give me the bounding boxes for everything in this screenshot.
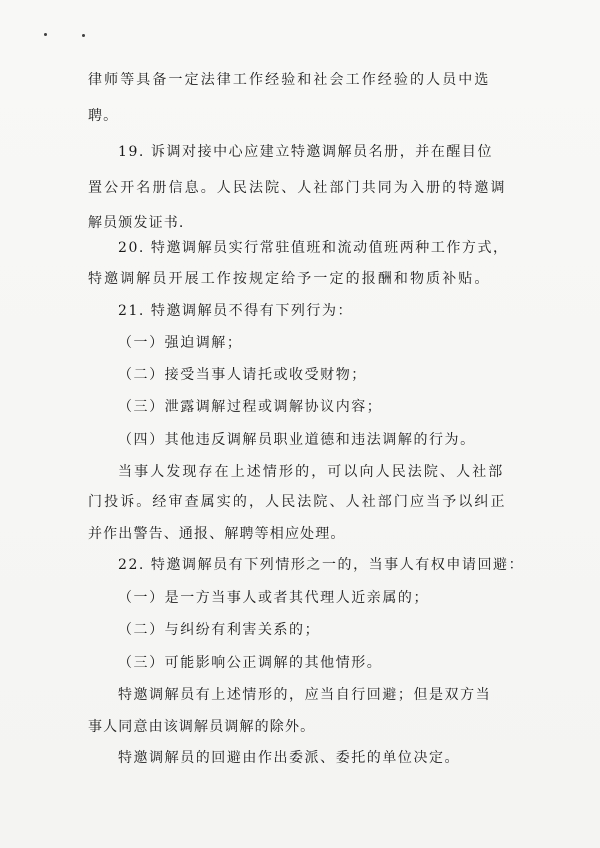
scan-speck [44, 33, 47, 36]
body-line: 律师等具备一定法律工作经验和社会工作经验的人员中选 [88, 72, 491, 88]
article-22-line: 22. 特邀调解员有下列情形之一的，当事人有权申请回避： [118, 557, 525, 573]
body-line: 并作出警告、通报、解聘等相应处理。 [88, 526, 346, 542]
body-line: 解员颁发证书. [88, 215, 185, 231]
scan-speck [82, 34, 85, 37]
article-19-line: 19. 诉调对接中心应建立特邀调解员名册，并在醒目位 [118, 144, 494, 160]
list-item-line: （一）是一方当事人或者其代理人近亲属的； [118, 590, 429, 606]
body-line: 事人同意由该调解员调解的除外。 [88, 719, 316, 735]
body-line: 聘。 [88, 108, 119, 124]
article-21-line: 21. 特邀调解员不得有下列行为： [118, 303, 354, 319]
article-20-line: 20. 特邀调解员实行常驻值班和流动值班两种工作方式， [118, 240, 509, 256]
body-line: 特邀调解员的回避由作出委派、委托的单位决定。 [118, 750, 461, 766]
list-item-line: （二）与纠纷有利害关系的； [118, 622, 321, 638]
body-line: 置公开名册信息。人民法院、人社部门共同为入册的特邀调 [88, 180, 507, 196]
list-item-line: （一）强迫调解； [118, 335, 243, 351]
list-item-line: （三）可能影响公正调解的其他情形。 [118, 655, 383, 671]
body-line: 特邀调解员开展工作按规定给予一定的报酬和物质补贴。 [88, 271, 491, 287]
body-line: 当事人发现存在上述情形的，可以向人民法院、人社部 [118, 464, 505, 480]
body-line: 特邀调解员有上述情形的，应当自行回避；但是双方当 [118, 687, 492, 703]
body-line: 门投诉。经审查属实的，人民法院、人社部门应当予以纠正 [88, 494, 507, 510]
list-item-line: （二）接受当事人请托或收受财物； [118, 367, 367, 383]
list-item-line: （四）其他违反调解员职业道德和违法调解的行为。 [118, 432, 476, 448]
list-item-line: （三）泄露调解过程或调解协议内容； [118, 399, 383, 415]
